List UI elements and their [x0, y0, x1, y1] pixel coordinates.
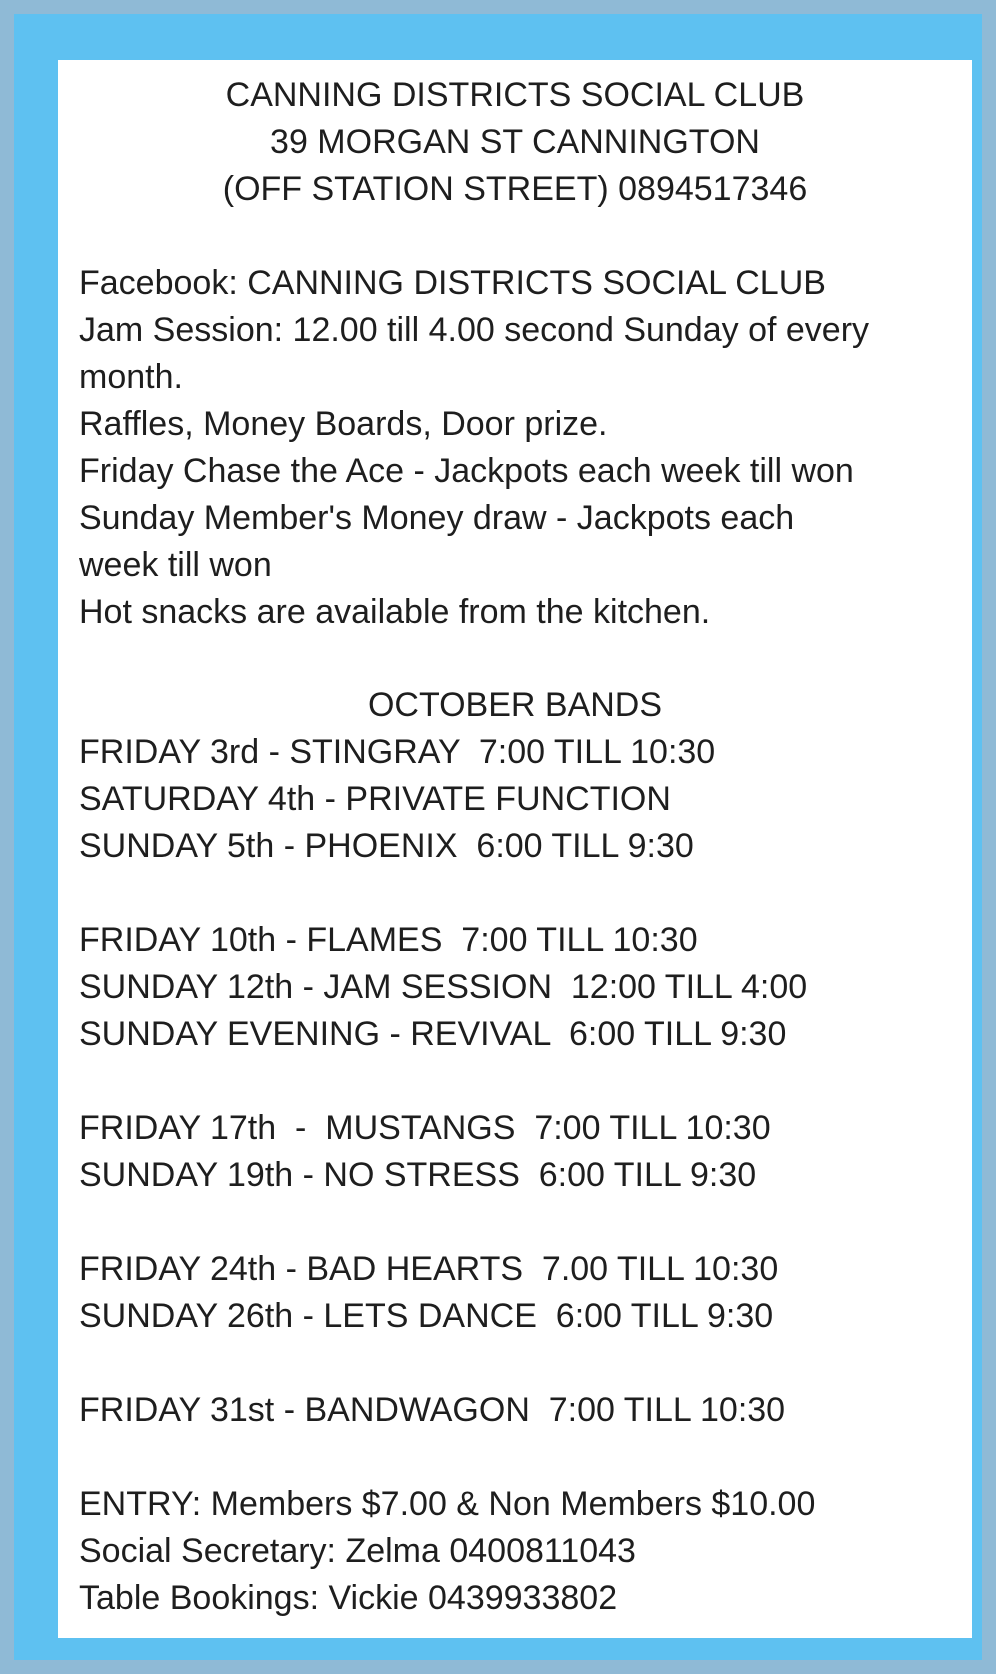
jam-session-line-cont: month. [79, 358, 183, 396]
entry-prices: ENTRY: Members $7.00 & Non Members $10.00 [79, 1485, 816, 1523]
band-group-week-3 [79, 1105, 959, 1199]
band-listing: SUNDAY 12th - JAM SESSION 12:00 TILL 4:00 [79, 968, 808, 1006]
social-secretary: Social Secretary: Zelma 0400811043 [79, 1532, 636, 1570]
band-listing: SUNDAY 5th - PHOENIX 6:00 TILL 9:30 [79, 827, 694, 865]
jam-session-line: Jam Session: 12.00 till 4.00 second Sunday of every [79, 311, 870, 349]
money-draw-line: Sunday Member's Money draw - Jackpots each [79, 499, 795, 537]
band-listing: SUNDAY 19th - NO STRESS 6:00 TILL 9:30 [79, 1156, 757, 1194]
money-draw-line-cont: week till won [79, 546, 272, 584]
band-listing: SATURDAY 4th - PRIVATE FUNCTION [79, 780, 671, 818]
bands-title: OCTOBER BANDS [367, 686, 663, 724]
band-group-week-1 [79, 729, 959, 870]
band-listing: FRIDAY 17th - MUSTANGS 7:00 TILL 10:30 [79, 1109, 771, 1147]
table-bookings: Table Bookings: Vickie 0439933802 [79, 1579, 618, 1617]
club-address: 39 MORGAN ST CANNINGTON [270, 123, 760, 161]
band-listing: SUNDAY EVENING - REVIVAL 6:00 TILL 9:30 [79, 1015, 787, 1053]
raffles-line: Raffles, Money Boards, Door prize. [79, 405, 608, 443]
poster-card [58, 60, 972, 1638]
club-footer [79, 1481, 959, 1622]
band-group-week-4 [79, 1246, 959, 1340]
chase-the-ace-line: Friday Chase the Ace - Jackpots each week till won [79, 452, 854, 490]
band-group-week-2 [79, 917, 959, 1058]
band-listing: FRIDAY 3rd - STINGRAY 7:00 TILL 10:30 [79, 733, 716, 771]
hot-snacks-line: Hot snacks are available from the kitchen. [79, 593, 711, 631]
poster-frame [14, 14, 982, 1660]
club-address-phone: (OFF STATION STREET) 0894517346 [222, 170, 808, 208]
facebook-line: Facebook: CANNING DISTRICTS SOCIAL CLUB [79, 264, 826, 302]
club-info [79, 260, 959, 636]
band-listing: FRIDAY 10th - FLAMES 7:00 TILL 10:30 [79, 921, 698, 959]
club-header [58, 72, 972, 213]
band-listing: FRIDAY 31st - BANDWAGON 7:00 TILL 10:30 [79, 1391, 786, 1429]
band-listing: FRIDAY 24th - BAD HEARTS 7.00 TILL 10:30 [79, 1250, 779, 1288]
band-listing: SUNDAY 26th - LETS DANCE 6:00 TILL 9:30 [79, 1297, 774, 1335]
band-group-week-5 [79, 1387, 959, 1434]
club-name: CANNING DISTRICTS SOCIAL CLUB [225, 76, 805, 114]
